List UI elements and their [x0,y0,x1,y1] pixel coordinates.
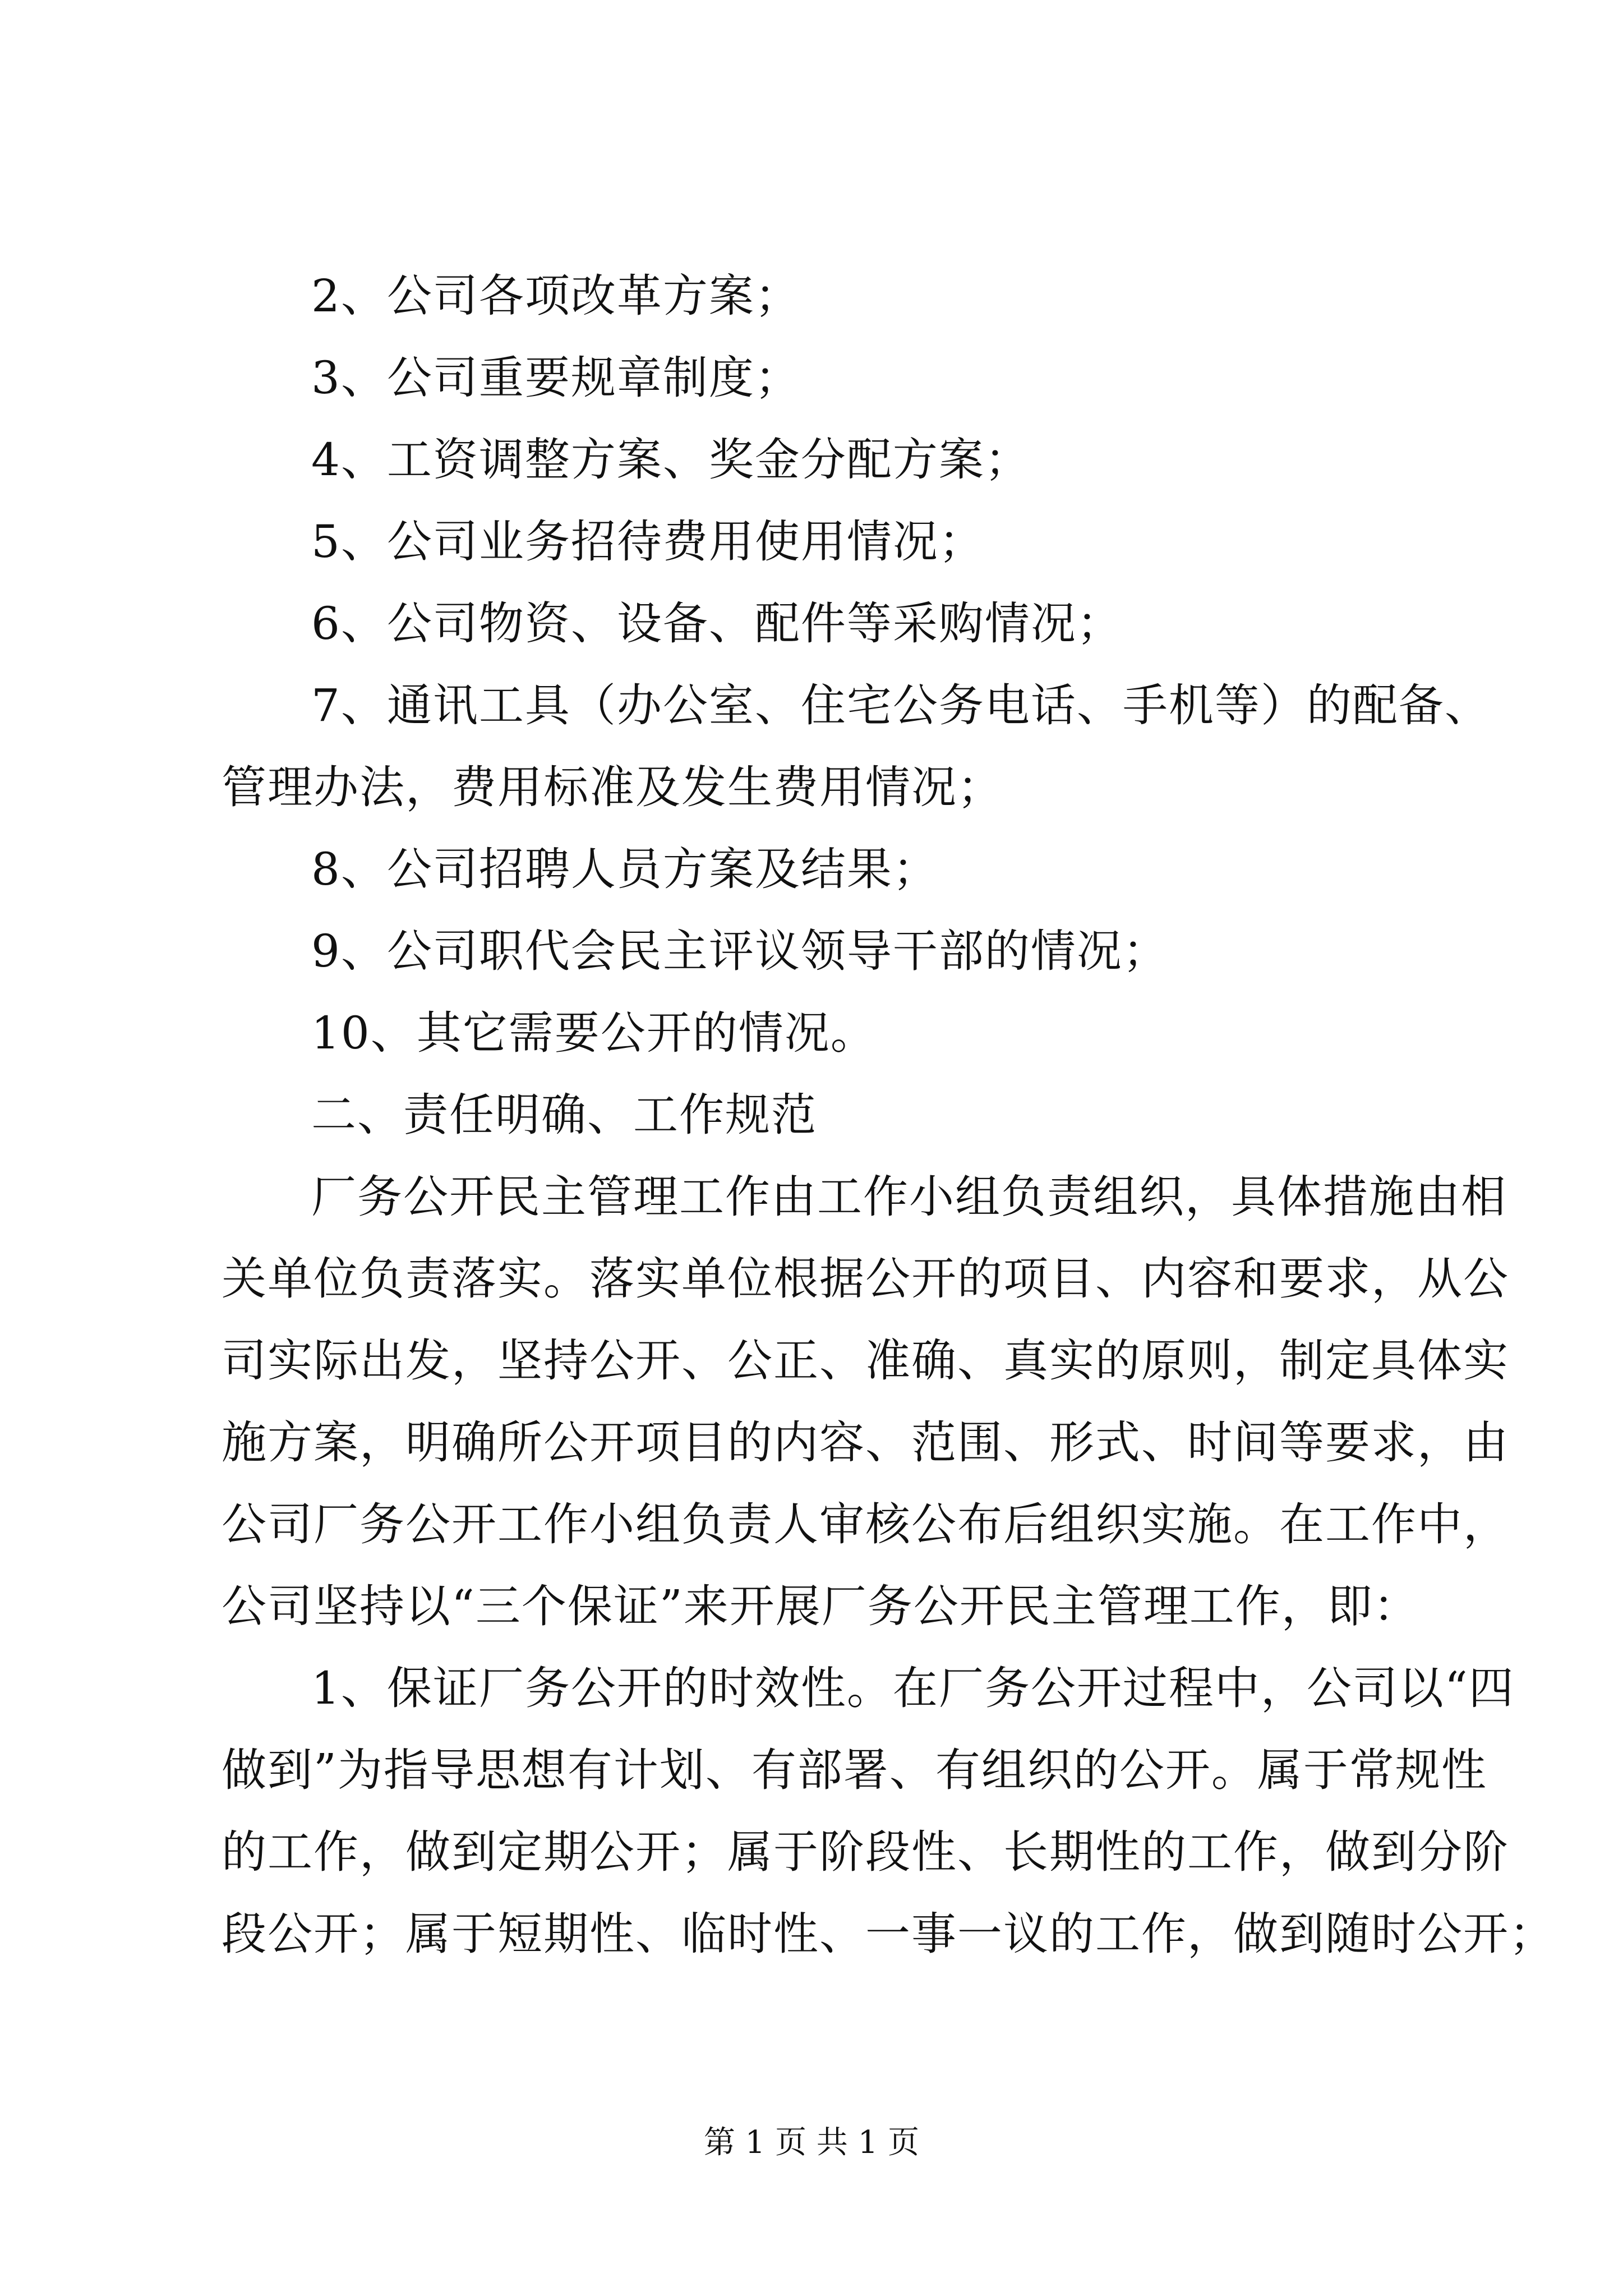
list-item: 3、公司重要规章制度； [311,352,801,404]
paragraph-line: 做到”为指导思想有计划、有部署、有组织的公开。属于常规性 [222,1744,1487,1796]
paragraph-line: 关单位负责落实。落实单位根据公开的项目、内容和要求，从公 [222,1253,1509,1305]
list-item: 7、通讯工具（办公室、住宅公务电话、手机等）的配备、 [311,679,1491,731]
list-item: 4、工资调整方案、奖金分配方案； [311,434,1031,486]
paragraph-line: 司实际出发，坚持公开、公正、准确、真实的原则，制定具体实 [222,1335,1509,1387]
list-item: 10、其它需要公开的情况。 [311,1007,877,1059]
section-heading: 二、责任明确、工作规范 [311,1089,817,1141]
list-item-continuation: 管理办法，费用标准及发生费用情况； [222,761,1003,813]
paragraph-line: 厂务公开民主管理工作由工作小组负责组织，具体措施由相 [311,1171,1507,1223]
paragraph-line: 施方案，明确所公开项目的内容、范围、形式、时间等要求，由 [222,1416,1509,1469]
list-item: 6、公司物资、设备、配件等采购情况； [311,597,1123,650]
page-footer: 第 1 页 共 1 页 [703,2124,920,2161]
paragraph-line: 公司厂务公开工作小组负责人审核公布后组织实施。在工作中， [222,1498,1509,1550]
paragraph-line: 公司坚持以“三个保证”来开展厂务公开民主管理工作，即： [222,1580,1419,1632]
paragraph-line: 1、保证厂务公开的时效性。在厂务公开过程中，公司以“四 [311,1662,1515,1714]
paragraph-line: 段公开；属于短期性、临时性、一事一议的工作，做到随时公开； [222,1908,1555,1960]
list-item: 5、公司业务招待费用使用情况； [311,516,985,568]
list-item: 9、公司职代会民主评议领导干部的情况； [311,925,1169,977]
list-item: 8、公司招聘人员方案及结果； [311,843,939,895]
paragraph-line: 的工作，做到定期公开；属于阶段性、长期性的工作，做到分阶 [222,1826,1509,1878]
document-body [222,255,1555,1975]
list-item: 2、公司各项改革方案； [311,270,801,322]
